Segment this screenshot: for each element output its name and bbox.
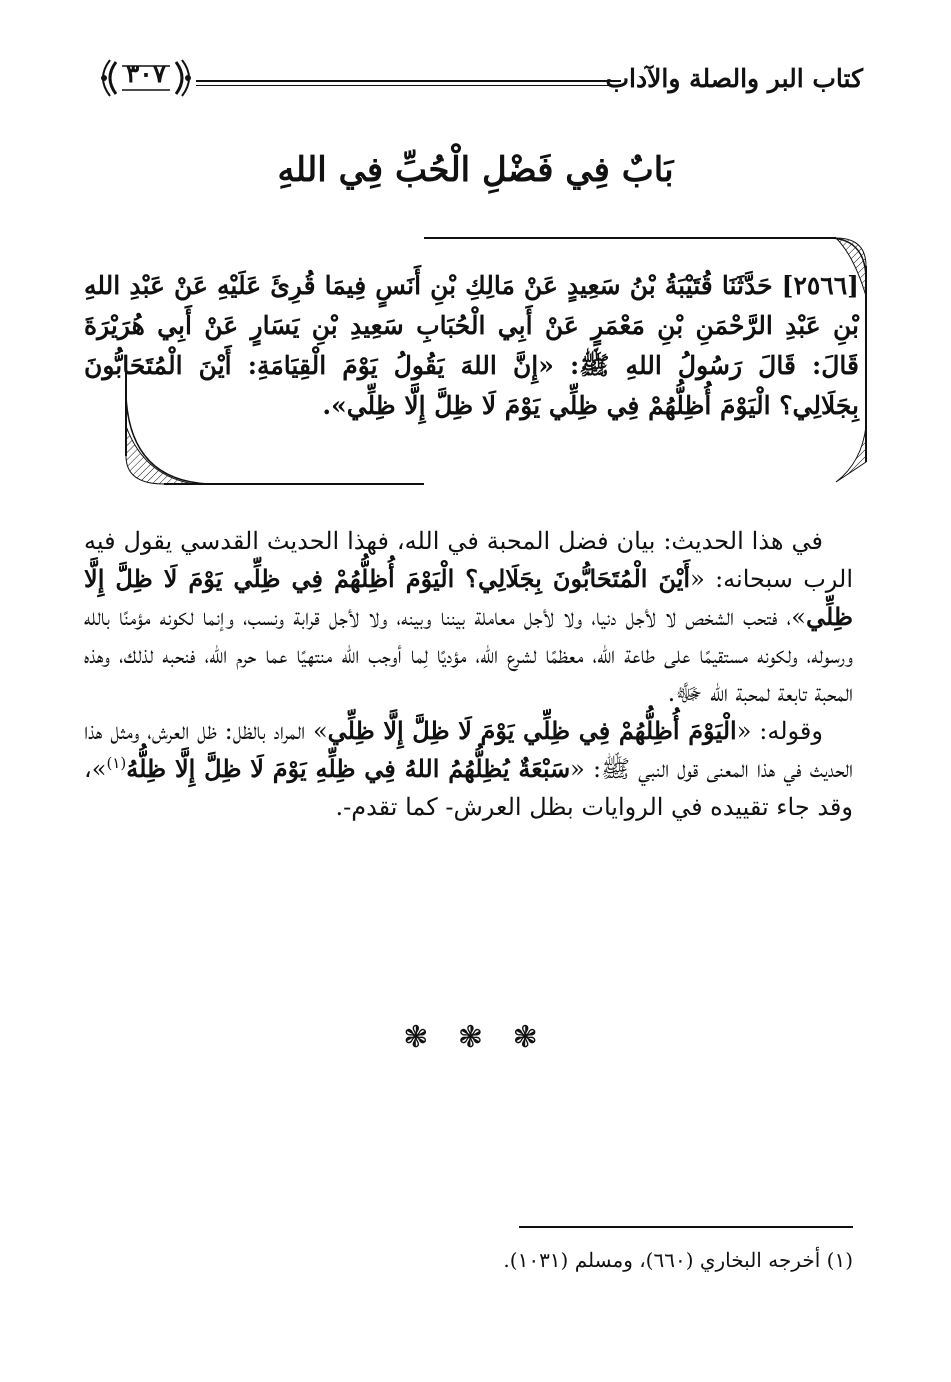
hadith-quote: أَيْنَ الْمُتَحَابُّونَ بِجَلَالِي؟ الْيَوْمَ أُظِلُّهُمْ فِي ظِلِّي يَوْمَ لَا ظِلَّ إِلَّا ظِلِّي <box>84 564 853 631</box>
hadith-quote: سَبْعَةٌ يُظِلُّهُمُ اللهُ فِي ظِلِّهِ يَوْمَ لَا ظِلَّ إِلَّا ظِلُّهُ <box>126 754 571 783</box>
text-run: في هذا الحديث: بيان فضل المحبة في الله، فهذا الحديث القدسي يقول فيه الرب سبحانه: « <box>84 527 854 593</box>
hadith-quote: الْيَوْمَ أُظِلُّهُمْ فِي ظِلِّي يَوْمَ لَا ظِلَّ إِلَّا ظِلِّي <box>327 716 737 745</box>
page-number: ٣٠٧ <box>125 59 167 88</box>
running-title: كتاب البر والصلة والآداب <box>605 64 863 93</box>
text-run: »، وقد جاء تقييده في الروايات بظل العرش- كما تقدم-. <box>84 755 853 821</box>
footnote-reference: (١) <box>106 754 127 772</box>
text-run: »، فتحب الشخص لا لأجل دنيا، ولا لأجل معاملة بيننا وبينه، ولا لأجل قرابة ونسب، وإنما لكونه مؤمنًا بالله ورسوله، ولكونه مستقيمًا على طاعة الله، معظمًا لشرع الله، مؤديًا لِما أوجب الله منتهيًا عما حرم الله، فنحبه لذلك، وهذه المحبة تابعة لمحبة الله ﷻ. <box>84 603 853 707</box>
page-number-ornament <box>98 56 194 100</box>
commentary-paragraph-1 <box>84 522 853 712</box>
commentary <box>84 522 853 826</box>
commentary-paragraph-2 <box>84 712 853 826</box>
footnote: (١) أخرجه البخاري (٦٦٠)، ومسلم (١٠٣١). <box>503 1248 853 1272</box>
text-run: » المراد بالظل: ظل العرش، ومثل هذا الحديث في هذا المعنى قول النبي ﷺ: « <box>84 717 853 783</box>
hadith-text: [٢٥٦٦] حَدَّثَنَا قُتَيْبَةُ بْنُ سَعِيدٍ عَنْ مَالِكِ بْنِ أَنَسٍ فِيمَا قُرِئَ عَلَيْهِ عَنْ عَبْدِ اللهِ بْنِ عَبْدِ الرَّحْمَنِ بْنِ مَعْمَرٍ عَنْ أَبِي الْحُبَابِ سَعِيدِ بْنِ يَسَارٍ عَنْ أَبِي هُرَيْرَةَ قَالَ: قَالَ رَسُولُ اللهِ ﷺ: «إِنَّ اللهَ يَقُولُ يَوْمَ الْقِيَامَةِ: أَيْنَ الْمُتَحَابُّونَ بِجَلَالِي؟ الْيَوْمَ أُظِلُّهُمْ فِي ظِلِّي يَوْمَ لَا ظِلَّ إِلَّا ظِلِّي». <box>84 271 859 420</box>
text-run: وقوله: « <box>736 717 823 745</box>
header-rule <box>196 80 621 86</box>
section-separator: ❃ ❃ ❃ <box>403 1020 548 1055</box>
chapter-title: بَابٌ فِي فَضْلِ الْحُبِّ فِي اللهِ <box>277 150 674 190</box>
footnote-rule <box>519 1226 853 1228</box>
